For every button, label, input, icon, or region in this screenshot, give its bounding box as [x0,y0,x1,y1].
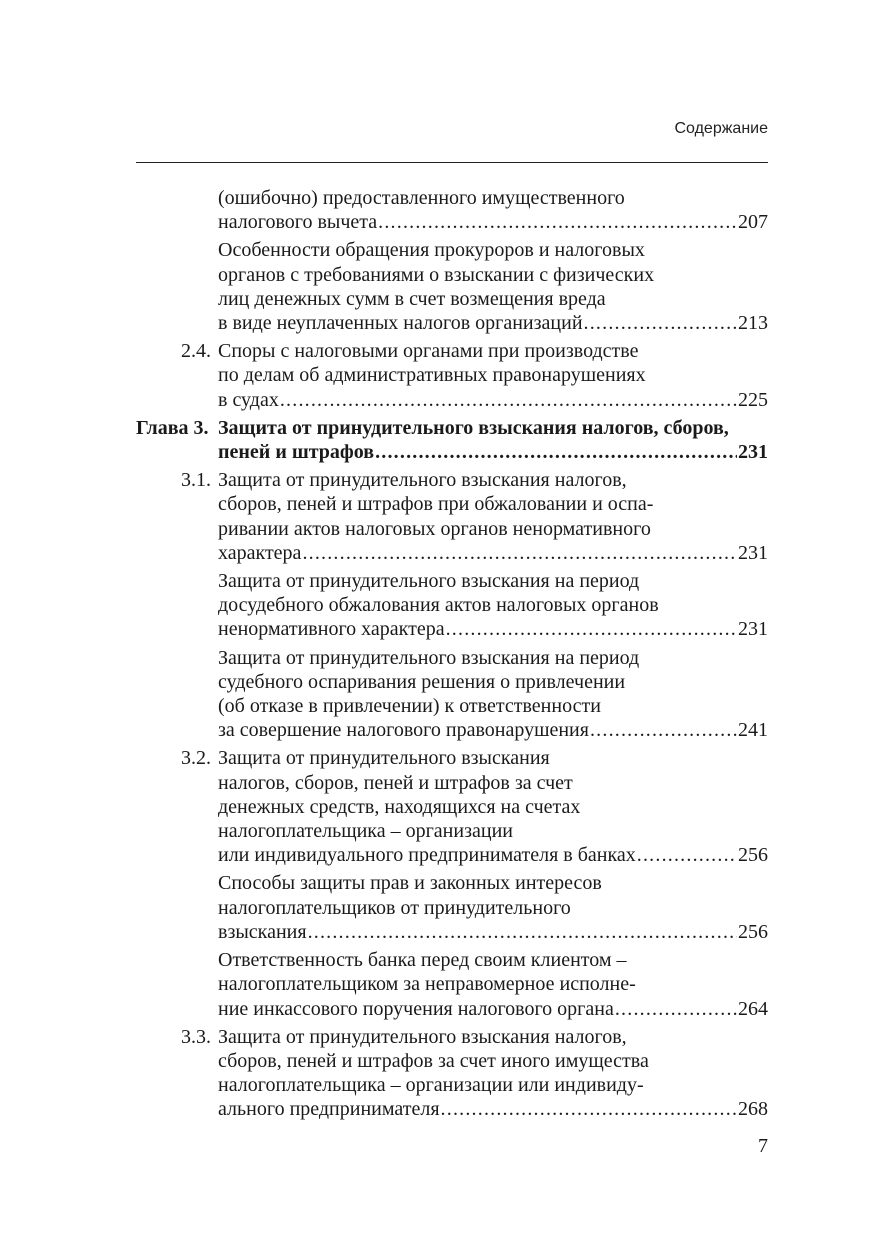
toc-dot-leader [637,843,737,867]
toc-subsection-entry [136,238,768,335]
toc-entry-line: или индивидуального предпринимателя в банках [218,844,636,867]
toc-dot-leader [441,1097,737,1121]
toc-entry-last-line [218,920,768,944]
toc-entry-line: ального предпринимателя [218,1098,440,1121]
toc-entry-line: Защита от принудительного взыскания [218,747,550,770]
toc-entry-line: налогового вычета [218,211,378,234]
toc-entry-number: 2.4. [181,340,211,363]
toc-page-number: 268 [738,1098,768,1121]
toc-entry-number: 3.2. [181,747,211,770]
page-number: 7 [758,1135,768,1157]
toc-entry-line: ненормативного характера [218,618,445,641]
toc-entry-line: характера [218,541,302,564]
toc-section-entry [136,468,768,565]
toc-subsection-entry [136,871,768,944]
toc-subsection-entry [136,186,768,234]
toc-dot-leader [378,210,737,234]
toc-entry-line: Защита от принудительного взыскания налогов, [218,469,627,492]
toc-entry-last-line [218,388,768,412]
toc-section-entry [136,339,768,412]
table-of-contents [136,186,768,1122]
toc-section-entry [136,746,768,867]
toc-entry-line: Способы защиты прав и законных интересов [218,872,602,895]
toc-dot-leader [280,388,737,412]
toc-entry-last-line [218,843,768,867]
toc-dot-leader [375,440,737,464]
toc-entry-line: лиц денежных сумм в счет возмещения вреда [218,287,606,310]
toc-page-number: 231 [738,441,768,464]
toc-dot-leader [615,997,737,1021]
toc-entry-line: Защита от принудительного взыскания налогов, [218,1025,627,1048]
toc-entry-line: по делам об административных правонарушениях [218,364,646,387]
toc-dot-leader [590,718,737,742]
toc-subsection-entry [136,646,768,743]
toc-entry-line: взыскания [218,920,307,943]
toc-page-number: 207 [738,211,768,234]
toc-page-number: 256 [738,844,768,867]
toc-chapter-entry [136,416,768,464]
toc-entry-last-line [218,1097,768,1121]
toc-page-number: 264 [738,997,768,1020]
toc-entry-last-line [218,440,768,464]
toc-entry-line: сборов, пеней и штрафов за счет иного имущества [218,1049,649,1072]
toc-entry-line: судебного оспаривания решения о привлечении [218,670,626,693]
header-rule [136,162,768,163]
toc-entry-last-line [218,617,768,641]
toc-entry-line: денежных средств, находящихся на счетах [218,795,581,818]
toc-entry-last-line [218,541,768,565]
toc-entry-line: Особенности обращения прокуроров и налоговых [218,239,645,262]
toc-entry-last-line [218,718,768,742]
toc-subsection-entry [136,569,768,642]
toc-entry-line: досудебного обжалования актов налоговых органов [218,594,659,617]
toc-entry-line: (ошибочно) предоставленного имущественного [218,187,625,209]
toc-page-number: 231 [738,541,768,564]
toc-entry-number: 3.1. [181,469,211,492]
toc-entry-line: ривании актов налоговых органов ненормативного [218,517,651,540]
toc-entry-line: за совершение налогового правонарушения [218,719,589,742]
toc-subsection-entry [136,948,768,1021]
toc-entry-line: в виде неуплаченных налогов организаций [218,312,583,335]
toc-section-entry [136,1025,768,1122]
toc-dot-leader [302,541,737,565]
toc-entry-line: в судах [218,388,279,411]
toc-page-number: 241 [738,719,768,742]
toc-dot-leader [446,617,737,641]
toc-entry-number: 3.3. [181,1025,211,1048]
toc-entry-line: пеней и штрафов [218,441,375,464]
toc-page-number: 231 [738,618,768,641]
toc-entry-line: Споры с налоговыми органами при производстве [218,340,639,363]
toc-entry-line: органов с требованиями о взыскании с физических [218,263,655,286]
toc-entry-line: налогоплательщиков от принудительного [218,896,571,919]
toc-page-number: 225 [738,388,768,411]
toc-entry-line: (об отказе в привлечении) к ответственности [218,695,601,718]
toc-page-number: 213 [738,312,768,335]
toc-entry-line: налогоплательщиком за неправомерное исполне- [218,973,636,996]
toc-page-number: 256 [738,920,768,943]
toc-entry-line: сборов, пеней и штрафов при обжаловании и оспа- [218,493,654,516]
toc-entry-number: Глава 3. [136,416,209,439]
toc-entry-line: Защита от принудительного взыскания на период [218,570,640,593]
toc-entry-line: налогоплательщика – организации или индивиду- [218,1074,644,1097]
toc-entry-last-line [218,311,768,335]
toc-entry-last-line [218,210,768,234]
toc-entry-line: Защита от принудительного взыскания на период [218,646,640,669]
toc-entry-line: налогоплательщика – организации [218,820,513,843]
toc-dot-leader [584,311,737,335]
toc-entry-line: налогов, сборов, пеней и штрафов за счет [218,771,573,794]
toc-entry-line: ние инкассового поручения налогового органа [218,997,614,1020]
running-header: Содержание [674,120,768,137]
toc-entry-line: Защита от принудительного взыскания налогов, сборов, [218,416,729,439]
toc-entry-last-line [218,997,768,1021]
toc-entry-line: Ответственность банка перед своим клиентом – [218,949,627,972]
toc-dot-leader [308,920,737,944]
